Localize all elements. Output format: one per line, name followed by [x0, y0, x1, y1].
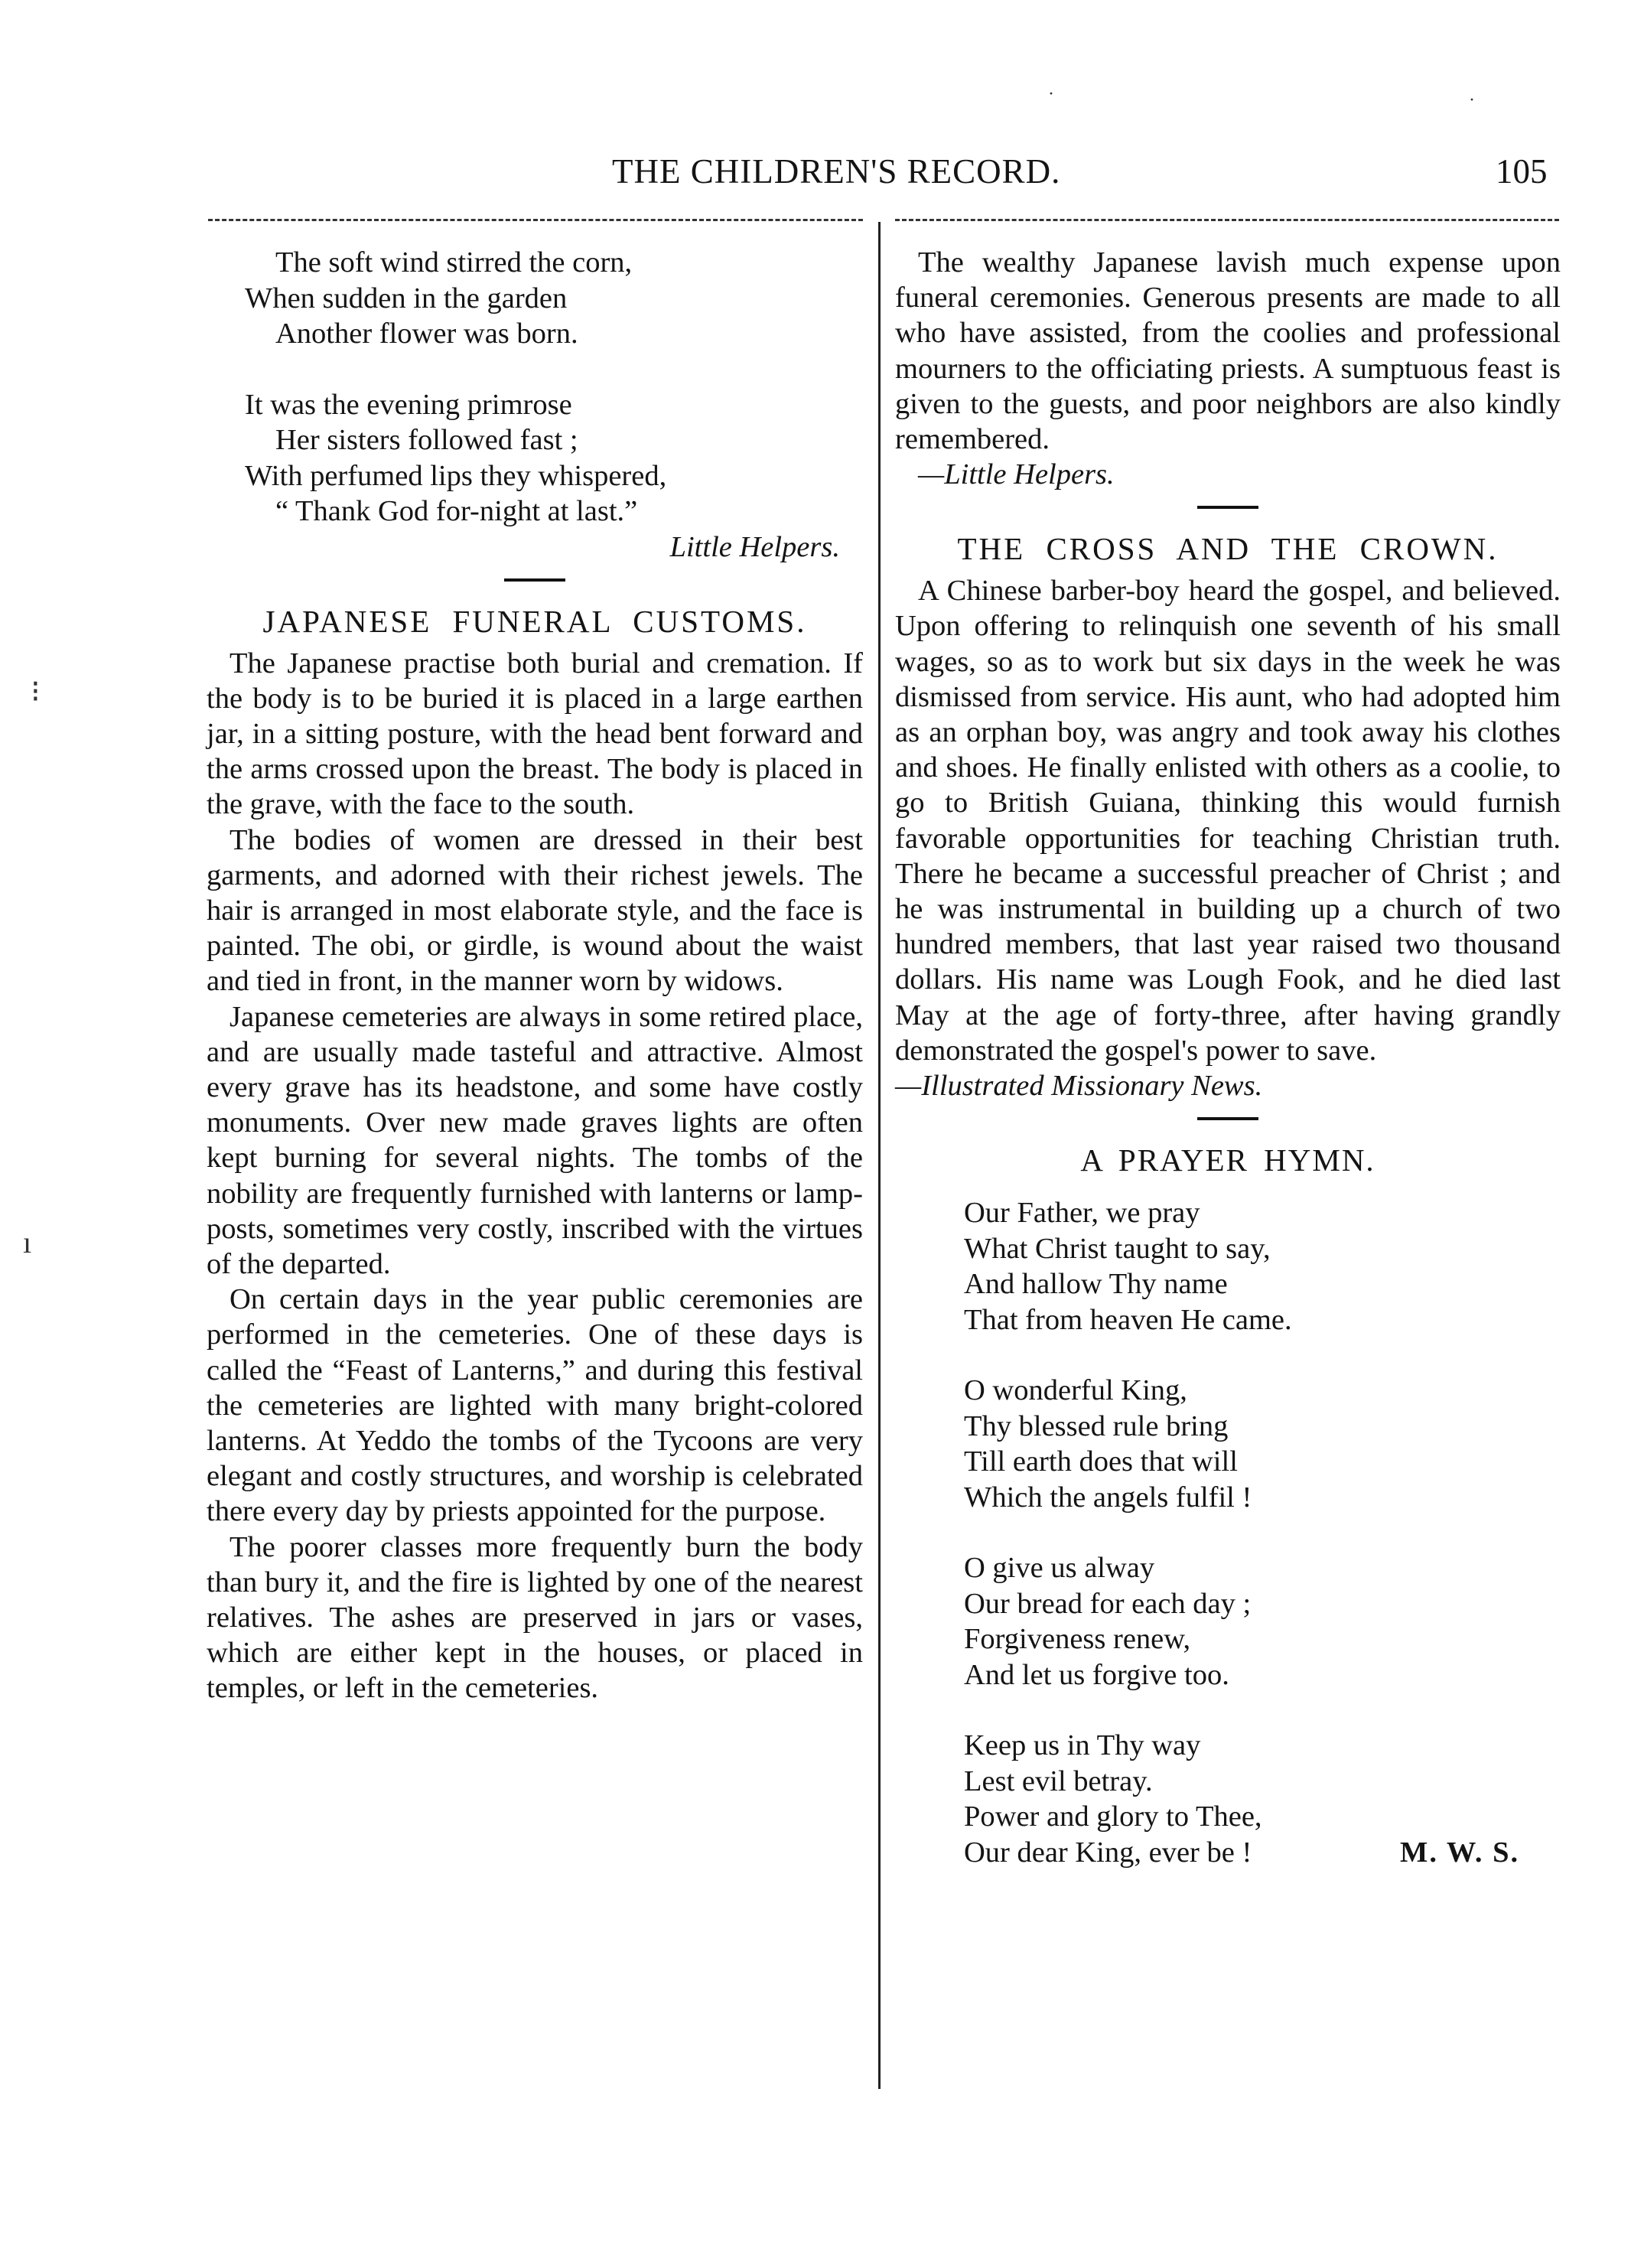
hymn-line: What Christ taught to say,	[964, 1232, 1271, 1265]
hymn-line: Thy blessed rule bring	[964, 1409, 1229, 1442]
hymn-stanza	[964, 1728, 1561, 1870]
hymn-line: O give us alway	[964, 1552, 1155, 1585]
article-paragraph: The poorer classes more frequently burn the body than bury it, and the fire is lighted by one of the nearest relatives. The ashes are preserved in jars or vases, which are either kept in the houses, or placed in temples, or left in the cemeteries.	[207, 1530, 863, 1705]
page-header	[0, 152, 1631, 197]
opening-poem	[207, 245, 863, 530]
poem-line: When sudden in the garden	[245, 282, 568, 314]
hymn-line: Our Father, we pray	[964, 1197, 1200, 1230]
hymn-line: Forgiveness renew,	[964, 1623, 1191, 1656]
hymn-line-last	[964, 1835, 1561, 1871]
poem-line: The soft wind stirred the corn,	[275, 246, 633, 279]
article-paragraph: On certain days in the year public ceremonies are performed in the cemeteries. One of these days is called the “Feast of Lanterns,” and during this festival the cemeteries are lighted with many bright-colored lanterns. At Yeddo the tombs of the Tycoons are very elegant and costly structures, and worship is celebrated there every day by priests appointed for the purpose.	[207, 1283, 863, 1528]
header-rule-left	[208, 219, 863, 221]
article-paragraph: The Japanese practise both burial and cremation. If the body is to be buried it is placed in a large earthen jar, in a sitting posture, with the head bent forward and the arms crossed upon the breast. The body is placed in the grave, with the face to the south.	[207, 647, 863, 821]
poem-source: Little Helpers.	[669, 530, 840, 563]
page-number: 105	[1496, 152, 1548, 191]
margin-mark: ⁝	[31, 674, 41, 709]
hymn-line: O wonderful King,	[964, 1374, 1187, 1407]
article-paragraph: Japanese cemeteries are always in some retired place, and are usually made tasteful and attractive. Almost every grave has its headstone, and some have costly monuments. Over new made graves lights are often kept burning for several nights. The tombs of the nobility are frequently furnished with lanterns or lamp-posts, sometimes very costly, inscribed with the virtues of the departed.	[207, 1000, 863, 1280]
section-separator	[1197, 506, 1258, 509]
poem-line: With perfumed lips they whispered,	[245, 459, 667, 492]
hymn-line: And let us forgive too.	[964, 1658, 1229, 1691]
article-paragraph: The bodies of women are dressed in their best garments, and adorned with their richest jewels. The hair is arranged in most elaborate style, and the face is painted. The obi, or girdle, is wound about the waist and tied in front, in the manner worn by widows.	[207, 823, 863, 998]
hymn-line: Our dear King, ever be !	[964, 1836, 1252, 1869]
running-title: THE CHILDREN'S RECORD.	[612, 152, 1061, 191]
article-title: JAPANESE FUNERAL CUSTOMS.	[262, 603, 807, 639]
hymn-stanza	[964, 1550, 1561, 1693]
header-rule-right	[895, 219, 1559, 221]
scan-speck: ·	[1048, 84, 1054, 104]
section-separator	[504, 578, 565, 582]
scan-speck: ·	[1469, 90, 1475, 110]
poem-line: Her sisters followed fast ;	[275, 424, 578, 456]
margin-mark: ı	[23, 1225, 32, 1259]
hymn-line: Power and glory to Thee,	[964, 1800, 1262, 1833]
poem-line: Another flower was born.	[275, 318, 578, 350]
hymn-stanza	[964, 1195, 1561, 1338]
hymn-line: Our bread for each day ;	[964, 1587, 1252, 1620]
hymn-stanza	[964, 1373, 1561, 1515]
hymn-line: Lest evil betray.	[964, 1765, 1153, 1797]
cross-paragraph: A Chinese barber-boy heard the gospel, and believed. Upon offering to relinquish one seventh of his small wages, so as to work but six days in the week he was dismissed from service. His aunt, who had adopted him as an orphan boy, was angry and took away his clothes and shoes. He finally enlisted with others as a coolie, to go to British Guiana, thinking this would furnish favorable opportunities for teaching Christian truth. There he became a successful preacher of Christ ; and he was instrumental in building up a church of two hundred members, that last year raised two thousand dollars. His name was Lough Fook, and he died last May at the age of forty-three, after having grandly demonstrated the gospel's power to save.	[895, 575, 1561, 1067]
hymn-line: That from heaven He came.	[964, 1303, 1292, 1336]
hymn	[895, 1195, 1561, 1870]
continuation-source: —Little Helpers.	[918, 458, 1115, 491]
hymn-line: Which the angels fulfil !	[964, 1481, 1252, 1514]
left-column	[207, 245, 863, 1706]
hymn-line: Till earth does that will	[964, 1445, 1238, 1478]
hymn-title: A PRAYER HYMN.	[1080, 1142, 1375, 1178]
continuation-paragraph: The wealthy Japanese lavish much expense upon funeral ceremonies. Generous presents are made to all who have assisted, from the coolies and professional mourners to the officiating priests. A sumptuous feast is given to the guests, and poor neighbors are also kindly remembered.	[895, 246, 1561, 456]
poem-stanza	[245, 245, 863, 352]
hymn-signature: M. W. S.	[1400, 1836, 1520, 1869]
hymn-line: And hallow Thy name	[964, 1268, 1228, 1301]
right-column	[895, 245, 1561, 1870]
column-divider	[878, 222, 881, 2089]
cross-title: THE CROSS AND THE CROWN.	[957, 531, 1499, 567]
poem-stanza	[245, 387, 863, 530]
poem-line: “ Thank God for-night at last.”	[275, 495, 638, 527]
cross-source: —Illustrated Missionary News.	[895, 1070, 1263, 1103]
poem-line: It was the evening primrose	[245, 388, 572, 421]
section-separator	[1197, 1117, 1258, 1120]
hymn-line: Keep us in Thy way	[964, 1729, 1201, 1762]
